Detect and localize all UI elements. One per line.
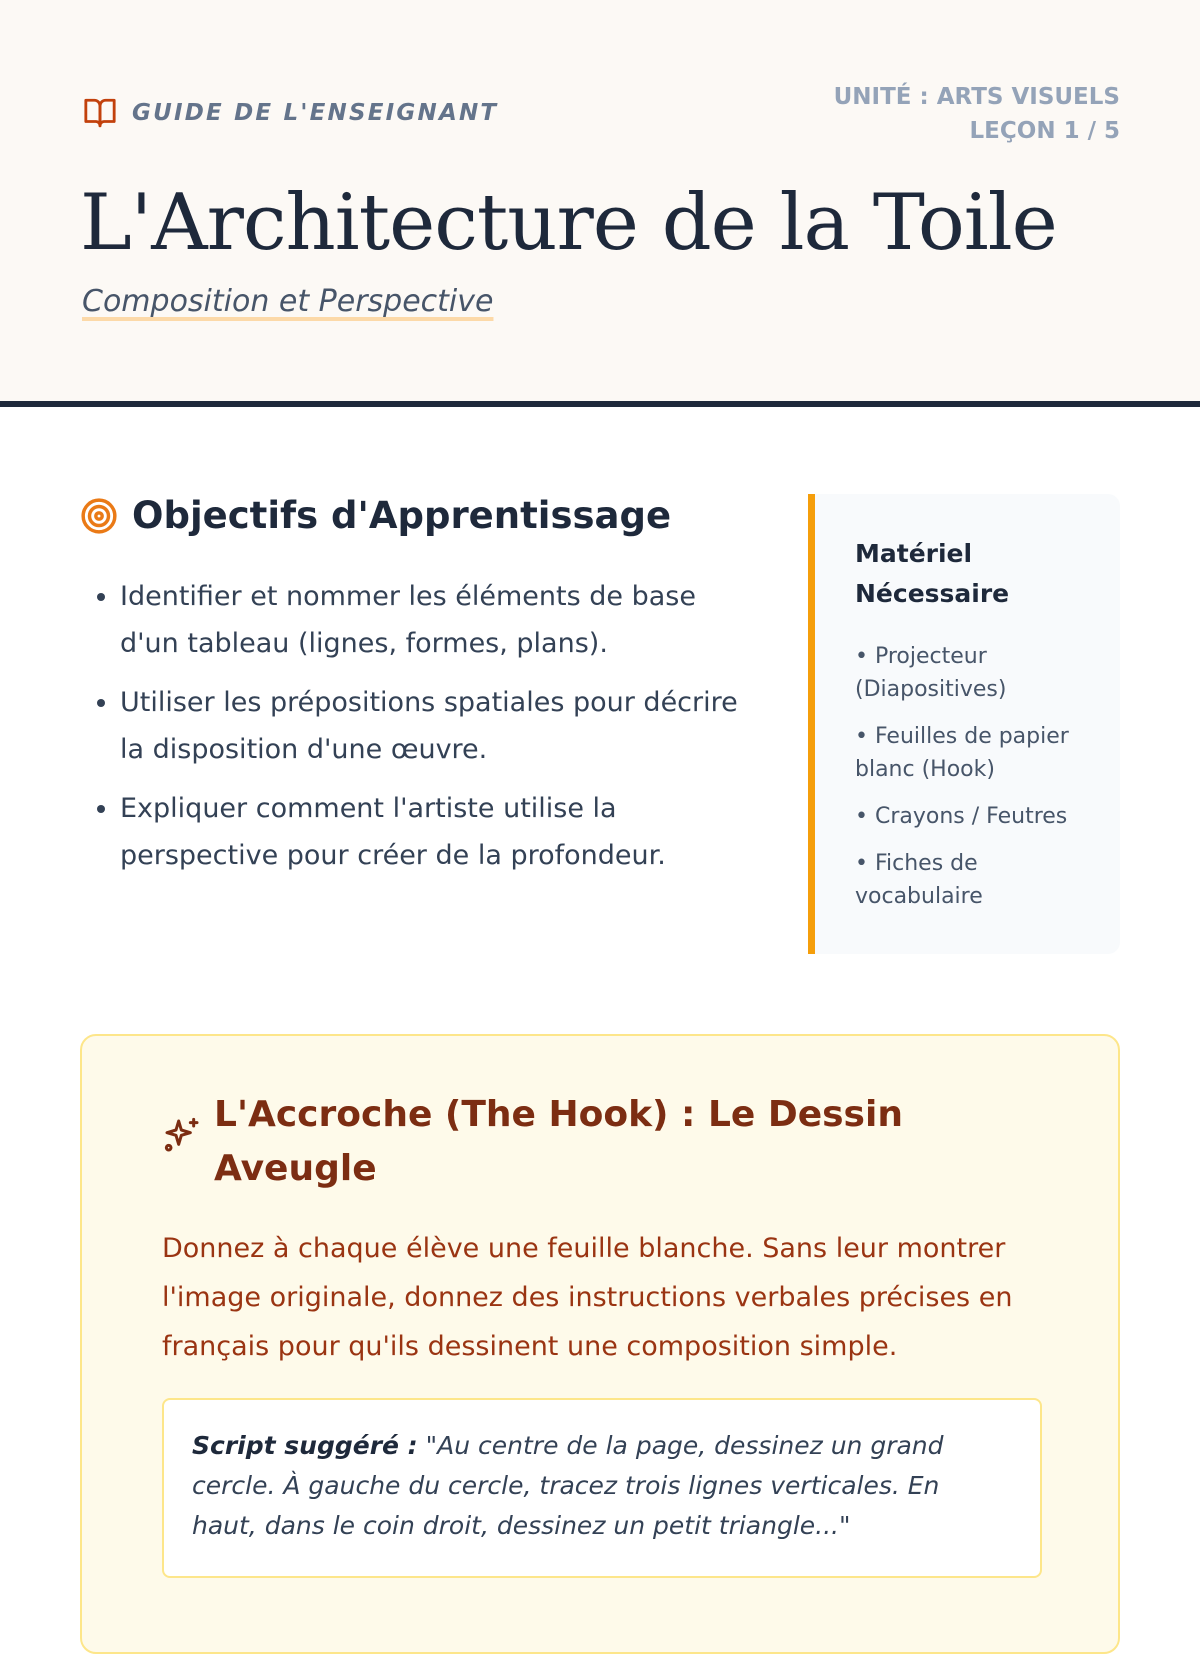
objective-item: • Expliquer comment l'artiste utilise la perspective pour créer de la profondeur. (120, 785, 760, 879)
script-box (162, 1398, 1042, 1578)
hook-header (162, 1088, 934, 1196)
material-item: • Feuilles de papier blanc (Hook) (855, 724, 1069, 782)
objective-item: • Identifier et nommer les éléments de base d'un tableau (lignes, formes, plans). (120, 573, 760, 667)
material-item: • Projecteur (Diapositives) (855, 644, 1007, 702)
sparkles-icon (162, 1116, 202, 1156)
materials-panel (808, 494, 1120, 954)
objectives-heading: Objectifs d'Apprentissage (132, 494, 672, 537)
target-icon (80, 497, 118, 535)
guide-label (82, 96, 498, 130)
materials-heading: Matériel Nécessaire (855, 539, 1010, 608)
hook-section (80, 1034, 1120, 1654)
objective-item: • Utiliser les prépositions spatiales pour décrire la disposition d'une œuvre. (120, 679, 760, 773)
script-label: Script suggéré : (192, 1431, 418, 1460)
objectives-section (80, 494, 760, 891)
unit-label: UNITÉ : ARTS VISUELS (833, 84, 1120, 110)
objectives-header (80, 494, 760, 537)
unit-info (834, 80, 1120, 148)
script-text: "Au centre de la page, dessinez un grand cercle. À gauche du cercle, tracez trois lignes verticales. En haut, dans le coin droit, dessinez un petit triangle..." (192, 1431, 944, 1540)
guide-label-text: GUIDE DE L'ENSEIGNANT (132, 100, 499, 126)
lesson-label: LEÇON 1 / 5 (969, 118, 1120, 144)
page-title: L'Architecture de la Toile (80, 178, 1057, 268)
page-header (0, 0, 1200, 407)
hook-description: Donnez à chaque élève une feuille blanche. Sans leur montrer l'image originale, donnez des instructions verbales précises en français pour qu'ils dessinent une composition simple. (162, 1233, 1013, 1362)
material-item: • Crayons / Feutres (855, 804, 1068, 829)
material-item: • Fiches de vocabulaire (855, 851, 983, 909)
book-icon (82, 96, 118, 130)
objectives-list (80, 573, 760, 879)
page-subtitle: Composition et Perspective (82, 284, 494, 319)
hook-heading: L'Accroche (The Hook) : Le Dessin Aveugle (214, 1094, 903, 1189)
materials-list (855, 640, 1090, 913)
